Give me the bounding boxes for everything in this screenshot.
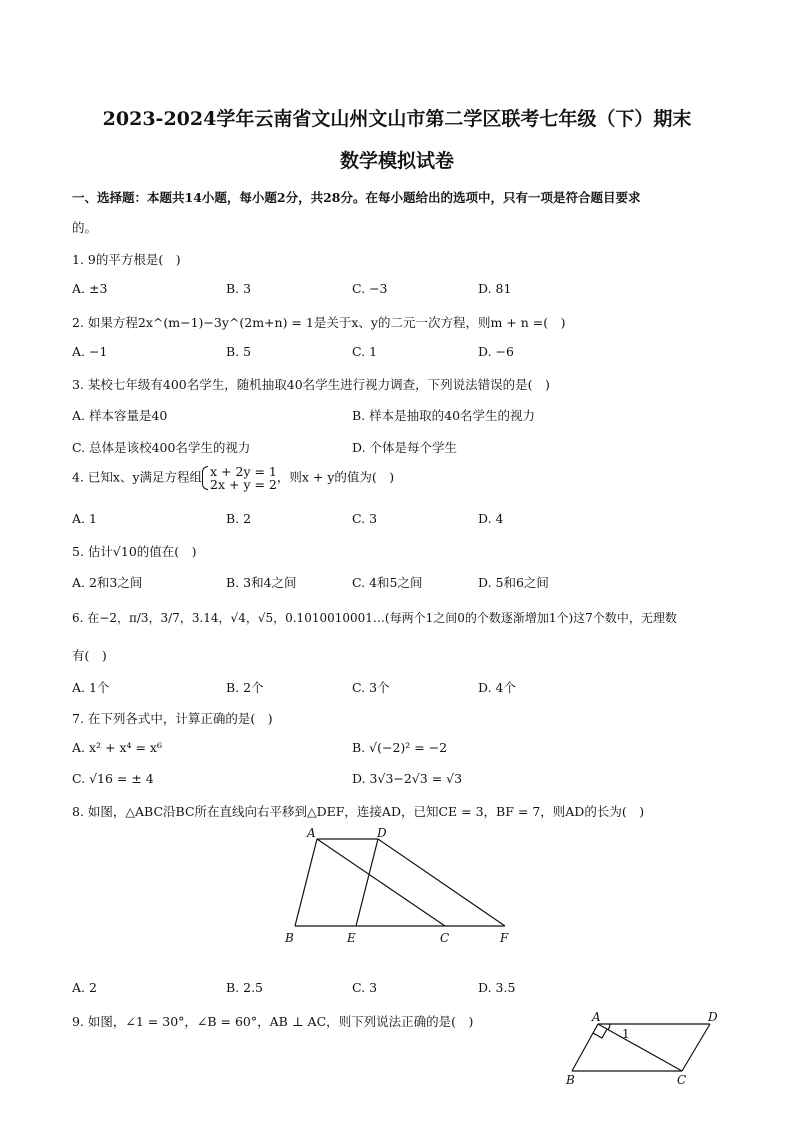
exam-title-line2: 数学模拟试卷	[339, 150, 454, 172]
segment-dc	[682, 1024, 710, 1071]
question-8-stem: 8. 如图，△ABC沿BC所在直线向右平移到△DEF，连接AD，已知CE = 3，BF = 7，则AD的长为( )	[72, 804, 645, 819]
segment-ac	[317, 839, 445, 926]
question-8-option-b: B. 2.5	[226, 980, 264, 995]
question-6-option-c: C. 3个	[352, 680, 390, 695]
segment-de	[356, 839, 378, 926]
segment-df	[378, 839, 505, 926]
label-b: B	[285, 931, 294, 945]
label-f: F	[500, 931, 509, 945]
label-a: A	[307, 826, 316, 840]
question-4-option-d: D. 4	[478, 511, 504, 526]
question-1-option-c: C. −3	[352, 281, 388, 296]
question-6-stem-cont: 有( )	[72, 648, 107, 663]
question-1-option-b: B. 3	[226, 281, 252, 296]
label-c: C	[677, 1073, 687, 1087]
question-3-option-b: B. 样本是抽取的40名学生的视力	[352, 408, 536, 423]
question-1-stem: 1. 9的平方根是( )	[72, 252, 181, 267]
question-1-option-d: D. 81	[478, 281, 512, 296]
section-heading-cont: 的。	[72, 220, 98, 235]
question-8-option-c: C. 3	[352, 980, 378, 995]
question-9-stem: 9. 如图，∠1 = 30°，∠B = 60°，AB ⊥ AC，则下列说法正确的是( )	[72, 1014, 474, 1029]
question-7-option-d: D. 3√3−2√3 = √3	[352, 771, 463, 786]
question-5-option-b: B. 3和4之间	[226, 575, 297, 590]
question-6-stem: 6. 在−2，π/3，3/7，3.14，√4，√5，0.1010010001…(每两个1之间0的个数逐渐增加1个)这7个数中，无理数	[72, 611, 677, 625]
question-1-option-a: A. ±3	[72, 281, 108, 296]
question-3-stem: 3. 某校七年级有400名学生，随机抽取40名学生进行视力调查，下列说法错误的是( )	[72, 377, 550, 392]
question-4-option-c: C. 3	[352, 511, 378, 526]
segment-ab	[295, 839, 317, 926]
question-3-option-c: C. 总体是该校400名学生的视力	[72, 440, 251, 455]
question-4-stem-post: ，则x + y的值为( )	[276, 469, 395, 485]
question-2-stem: 2. 如果方程2x^(m−1)−3y^(2m+n) = 1是关于x、y的二元一次方程，则m + n =( )	[72, 315, 566, 330]
segment-ac	[598, 1024, 682, 1071]
question-9-figure	[560, 1008, 730, 1088]
question-6-option-b: B. 2个	[226, 680, 264, 695]
label-b: B	[566, 1073, 575, 1087]
label-angle-1: 1	[622, 1027, 630, 1041]
question-4-option-a: A. 1	[72, 511, 97, 526]
question-4-stem	[72, 465, 394, 491]
question-2-option-b: B. 5	[226, 344, 252, 359]
segment-ab	[572, 1024, 598, 1071]
question-2-option-c: C. 1	[352, 344, 378, 359]
question-6-option-a: A. 1个	[72, 680, 110, 695]
question-5-stem: 5. 估计√10的值在( )	[72, 544, 197, 559]
question-4-option-b: B. 2	[226, 511, 252, 526]
question-5-option-c: C. 4和5之间	[352, 575, 423, 590]
equation-1: x + 2y = 1	[210, 464, 277, 479]
angle-1-arc	[608, 1024, 610, 1030]
question-8-option-a: A. 2	[72, 980, 97, 995]
question-3-option-d: D. 个体是每个学生	[352, 440, 458, 455]
equation-2: 2x + y = 2	[210, 477, 277, 492]
label-d: D	[377, 826, 387, 840]
equation-system	[202, 465, 277, 491]
label-a: A	[592, 1010, 601, 1024]
exam-title-line1: 2023-2024学年云南省文山州文山市第二学区联考七年级（下）期末	[102, 108, 692, 130]
question-8-figure	[280, 822, 520, 952]
question-7-option-b: B. √(−2)² = −2	[352, 740, 448, 755]
question-7-option-a: A. x² + x⁴ = x⁶	[72, 740, 162, 755]
question-7-stem: 7. 在下列各式中，计算正确的是( )	[72, 711, 273, 726]
label-c: C	[440, 931, 450, 945]
label-d: D	[708, 1010, 718, 1024]
question-5-option-a: A. 2和3之间	[72, 575, 143, 590]
question-2-option-d: D. −6	[478, 344, 514, 359]
question-8-option-d: D. 3.5	[478, 980, 516, 995]
question-7-option-c: C. √16 = ± 4	[72, 771, 154, 786]
question-2-option-a: A. −1	[72, 344, 108, 359]
question-3-option-a: A. 样本容量是40	[72, 408, 168, 423]
question-4-stem-pre: 4. 已知x、y满足方程组	[72, 469, 203, 485]
label-e: E	[347, 931, 356, 945]
question-5-option-d: D. 5和6之间	[478, 575, 549, 590]
section-heading: 一、选择题：本题共14小题，每小题2分，共28分。在每小题给出的选项中，只有一项是符合题目要求	[72, 190, 641, 205]
question-6-option-d: D. 4个	[478, 680, 516, 695]
